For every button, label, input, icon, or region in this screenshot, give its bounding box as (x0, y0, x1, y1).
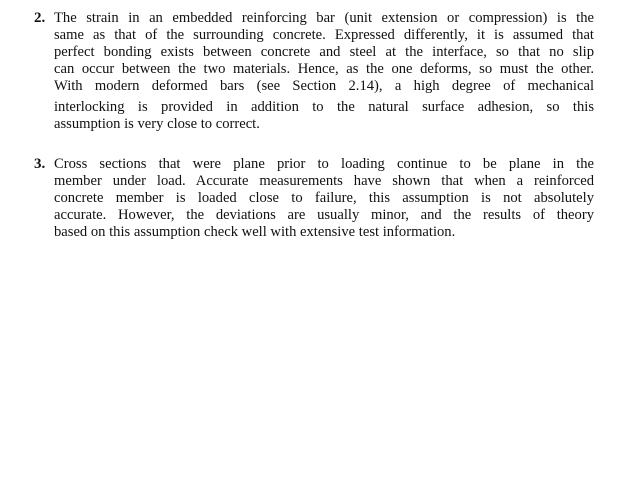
list-item-text (54, 10, 594, 133)
text-line: member under load. Accurate measurements have shown that when a reinforced (54, 173, 594, 189)
text-line: Cross sections that were plane prior to loading continue to be plane in the (54, 156, 594, 172)
list-item-number: 2. (34, 10, 46, 26)
list-item-number: 3. (34, 156, 46, 172)
text-line: The strain in an embedded reinforcing bar (unit extension or compression) is the (54, 10, 594, 26)
text-line: With modern deformed bars (see Section 2.14), a high degree of mechanical (54, 78, 594, 94)
text-line: interlocking is provided in addition to the natural surface adhesion, so this (54, 99, 594, 115)
text-line: based on this assumption check well with extensive test information. (54, 224, 456, 240)
text-line: concrete member is loaded close to failure, this assumption is not absolutely (54, 190, 594, 206)
text-line: same as that of the surrounding concrete. Expressed differently, it is assumed that (54, 27, 594, 43)
text-line: assumption is very close to correct. (54, 116, 260, 132)
list-item-text (54, 156, 594, 241)
text-line: can occur between the two materials. Hence, as the one deforms, so must the other. (54, 61, 594, 77)
text-line: perfect bonding exists between concrete and steel at the interface, so that no slip (54, 44, 594, 60)
text-line: accurate. However, the deviations are usually minor, and the results of theory (54, 207, 594, 223)
